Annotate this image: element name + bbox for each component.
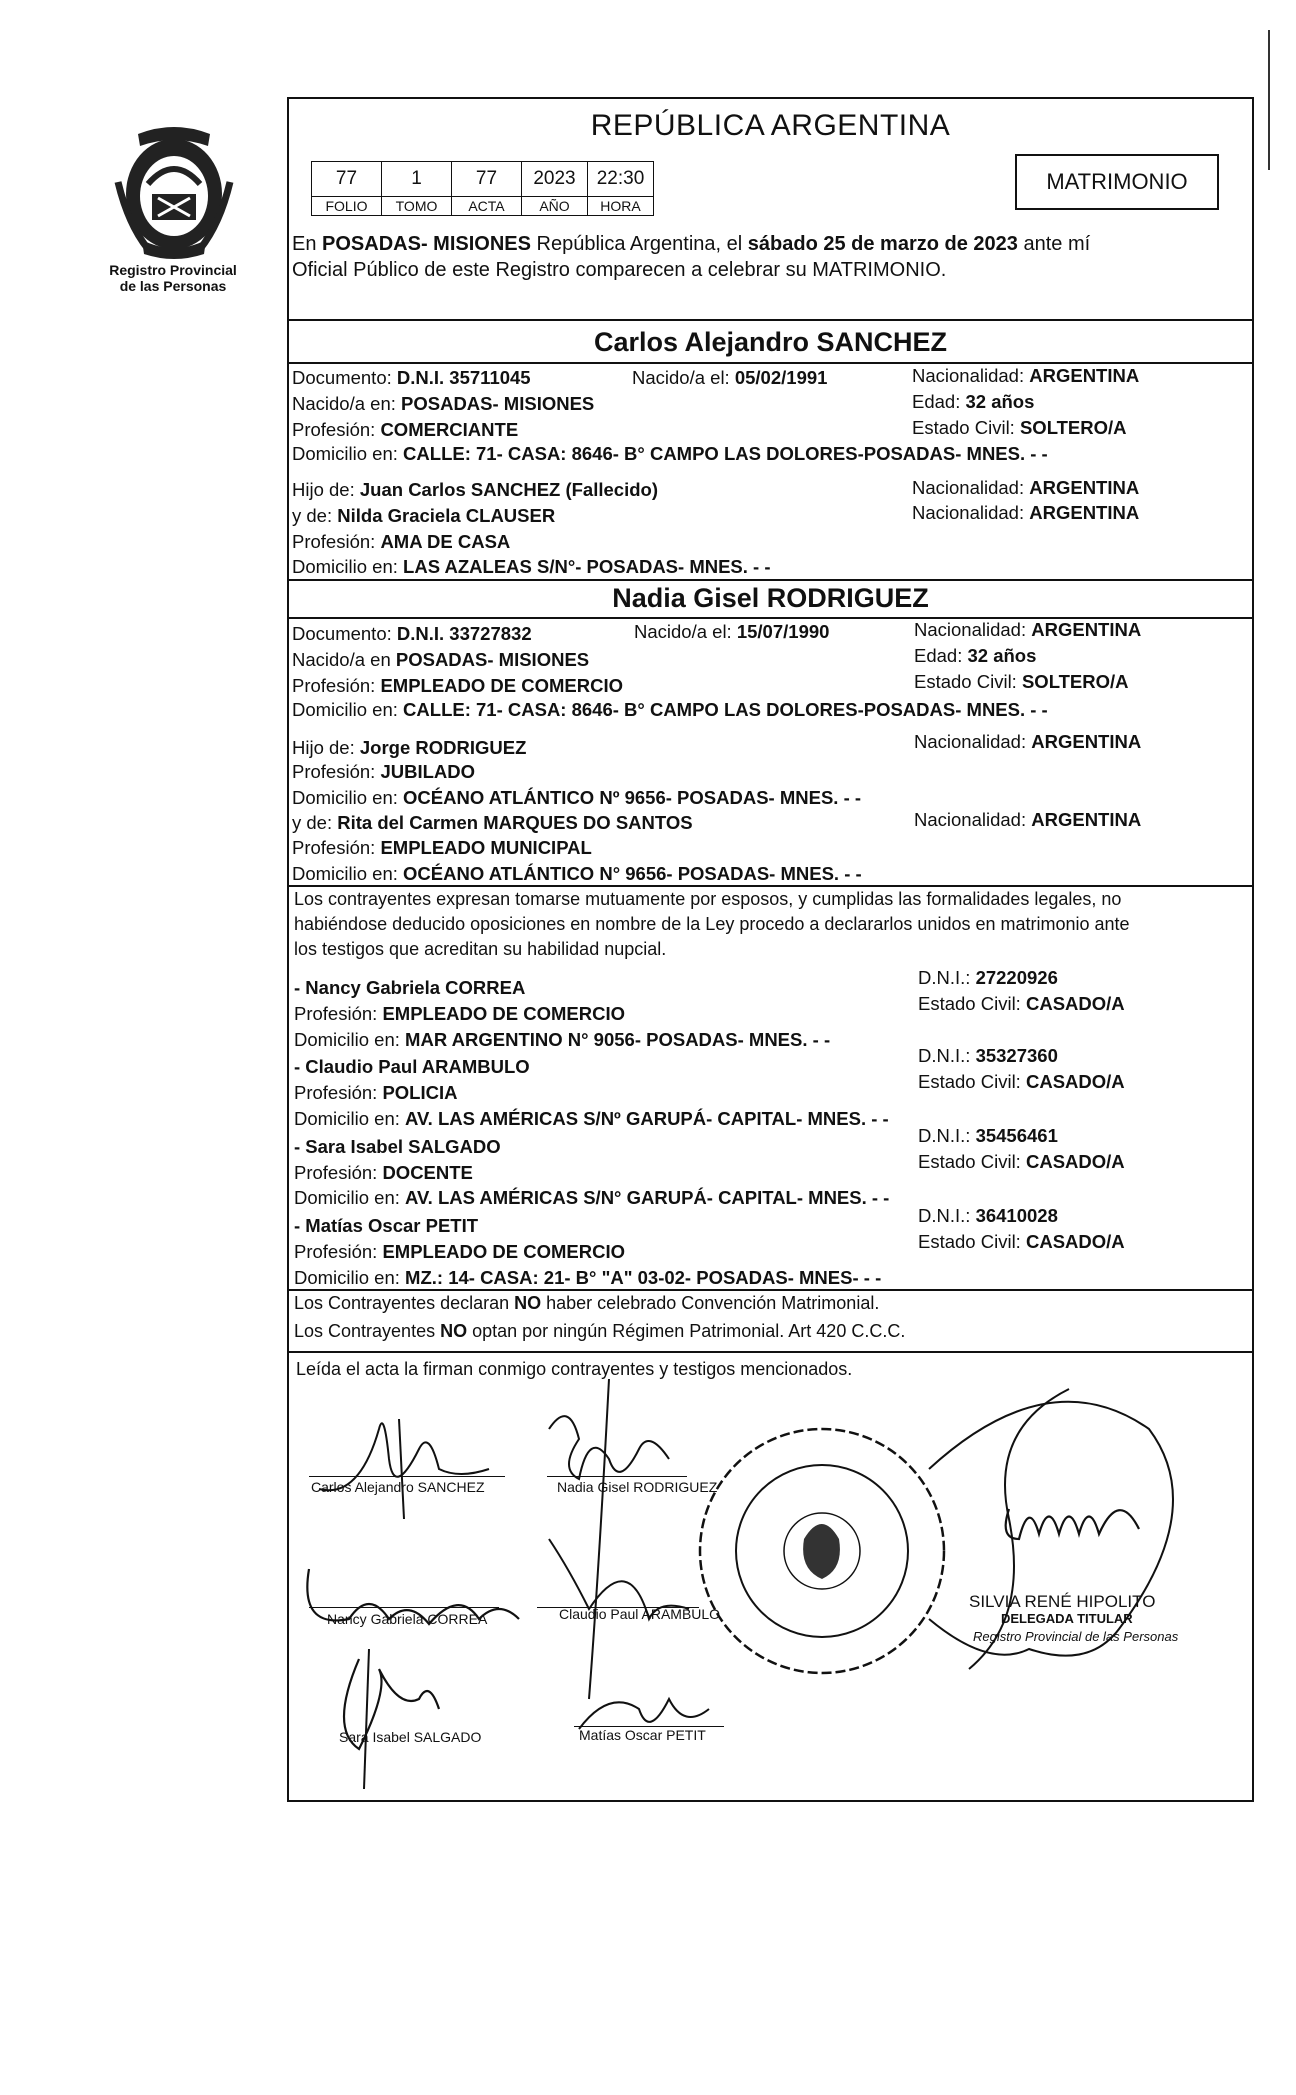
signature-caption-nadia: Nadia Gisel RODRIGUEZ [557, 1479, 718, 1495]
spouse1-documento: Documento: D.N.I. 35711045 [292, 367, 531, 388]
witness3-name: - Sara Isabel SALGADO [294, 1136, 501, 1157]
spouse2-civil-status: Estado Civil: SOLTERO/A [914, 671, 1129, 692]
anio-value: 2023 [522, 162, 588, 197]
convention-line-1: Los Contrayentes declaran NO haber celebrado Convención Matrimonial. [294, 1293, 880, 1313]
spouse2-mother-profession: Profesión: EMPLEADO MUNICIPAL [292, 837, 592, 858]
spouse2-father-nationality: Nacionalidad: ARGENTINA [914, 731, 1142, 752]
spouse1-age: Edad: 32 años [912, 391, 1035, 412]
spouse2-father: Hijo de: Jorge RODRIGUEZ [292, 737, 527, 758]
witness3-dni: D.N.I.: 35456461 [918, 1125, 1058, 1146]
spouse1-name: Carlos Alejandro SANCHEZ [593, 327, 948, 357]
spouse2-age: Edad: 32 años [914, 645, 1037, 666]
spouse2-mother-nationality: Nacionalidad: ARGENTINA [914, 809, 1142, 830]
folio-value: 77 [312, 162, 382, 197]
spouse2-father-profession: Profesión: JUBILADO [292, 761, 475, 782]
witness2-civil-status: Estado Civil: CASADO/A [918, 1071, 1125, 1092]
witness1-name: - Nancy Gabriela CORREA [294, 977, 526, 998]
tomo-value: 1 [382, 162, 452, 197]
spouse1-mother-address: Domicilio en: LAS AZALEAS S/N°- POSADAS- MNES. - - [292, 556, 771, 577]
folio-label: FOLIO [312, 197, 382, 216]
witness2-dni: D.N.I.: 35327360 [918, 1045, 1058, 1066]
witness1-profession: Profesión: EMPLEADO DE COMERCIO [294, 1003, 626, 1024]
officer-organization: Registro Provincial de las Personas [973, 1629, 1179, 1644]
signature-caption-sara: Sara Isabel SALGADO [339, 1729, 482, 1745]
officer-name: SILVIA RENÉ HIPOLITO [969, 1592, 1156, 1611]
spouse2-mother-address: Domicilio en: OCÉANO ATLÁNTICO N° 9656- POSADAS- MNES. - - [292, 863, 862, 884]
witness4-name: - Matías Oscar PETIT [294, 1215, 479, 1236]
spouse1-mother: y de: Nilda Graciela CLAUSER [292, 505, 556, 526]
witness1-dni: D.N.I.: 27220926 [918, 967, 1058, 988]
declaration-line-1: Los contrayentes expresan tomarse mutuamente por esposos, y cumplidas las formalidades legales, no [294, 889, 1122, 909]
spouse1-father-nationality: Nacionalidad: ARGENTINA [912, 477, 1140, 498]
signature-caption-nancy: Nancy Gabriela CORREA [327, 1611, 488, 1627]
signature-nadia [549, 1416, 669, 1479]
spouse1-mother-profession: Profesión: AMA DE CASA [292, 531, 511, 552]
witness4-dni: D.N.I.: 36410028 [918, 1205, 1058, 1226]
acta-value: 77 [452, 162, 522, 197]
signature-caption-matias: Matías Oscar PETIT [579, 1727, 706, 1743]
certificate-type-box: MATRIMONIO [1015, 154, 1219, 210]
registry-table [311, 161, 654, 216]
witness1-civil-status: Estado Civil: CASADO/A [918, 993, 1125, 1014]
witness2-name: - Claudio Paul ARAMBULO [294, 1056, 530, 1077]
signature-officer [1006, 1509, 1139, 1539]
page-title: REPÚBLICA ARGENTINA [590, 109, 951, 142]
provincial-seal-icon [108, 124, 240, 262]
spouse2-birthplace: Nacido/a en POSADAS- MISIONES [292, 649, 590, 670]
anio-label: AÑO [522, 197, 588, 216]
official-round-stamp-icon [700, 1429, 944, 1673]
spouse1-address: Domicilio en: CALLE: 71- CASA: 8646- B° CAMPO LAS DOLORES-POSADAS- MNES. - - [292, 443, 1048, 464]
tomo-label: TOMO [382, 197, 452, 216]
intro-line-2: Oficial Público de este Registro comparecen a celebrar su MATRIMONIO. [292, 259, 947, 281]
officer-title: DELEGADA TITULAR [1001, 1611, 1133, 1626]
witness3-civil-status: Estado Civil: CASADO/A [918, 1151, 1125, 1172]
declaration-line-2: habiéndose deducido oposiciones en nombre de la Ley procedo a declararlos unidos en matrimonio ante [294, 914, 1130, 934]
witness4-civil-status: Estado Civil: CASADO/A [918, 1231, 1125, 1252]
witness2-profession: Profesión: POLICIA [294, 1082, 458, 1103]
spouse1-birthplace: Nacido/a en: POSADAS- MISIONES [292, 393, 595, 414]
closing-line: Leída el acta la firman conmigo contrayentes y testigos mencionados. [296, 1359, 853, 1379]
spouse2-address: Domicilio en: CALLE: 71- CASA: 8646- B° CAMPO LAS DOLORES-POSADAS- MNES. - - [292, 699, 1048, 720]
spouse2-nationality: Nacionalidad: ARGENTINA [914, 619, 1142, 640]
spouse1-father: Hijo de: Juan Carlos SANCHEZ (Fallecido) [292, 479, 658, 500]
witness1-address: Domicilio en: MAR ARGENTINO N° 9056- POSADAS- MNES. - - [294, 1029, 831, 1050]
signature-caption-carlos: Carlos Alejandro SANCHEZ [311, 1479, 485, 1495]
spouse2-birthdate: Nacido/a el: 15/07/1990 [634, 621, 830, 642]
witness4-address: Domicilio en: MZ.: 14- CASA: 21- B° "A" 03-02- POSADAS- MNES- - - [294, 1267, 882, 1288]
hora-label: HORA [588, 197, 654, 216]
witness3-address: Domicilio en: AV. LAS AMÉRICAS S/N° GARUPÁ- CAPITAL- MNES. - - [294, 1187, 890, 1208]
spouse1-nationality: Nacionalidad: ARGENTINA [912, 365, 1140, 386]
hora-value: 22:30 [588, 162, 654, 197]
spouse2-name: Nadia Gisel RODRIGUEZ [612, 583, 929, 613]
spouse2-documento: Documento: D.N.I. 33727832 [292, 623, 532, 644]
witness2-address: Domicilio en: AV. LAS AMÉRICAS S/Nº GARUPÁ- CAPITAL- MNES. - - [294, 1108, 889, 1129]
spouse2-father-address: Domicilio en: OCÉANO ATLÁNTICO Nº 9656- POSADAS- MNES. - - [292, 787, 862, 808]
spouse1-profession: Profesión: COMERCIANTE [292, 419, 519, 440]
marriage-certificate [287, 97, 1254, 1802]
intro-line-1: En POSADAS- MISIONES República Argentina, el sábado 25 de marzo de 2023 ante mí [292, 233, 1091, 255]
spouse1-mother-nationality: Nacionalidad: ARGENTINA [912, 502, 1140, 523]
convention-line-2: Los Contrayentes NO optan por ningún Régimen Patrimonial. Art 420 C.C.C. [294, 1321, 906, 1341]
scan-edge-mark [1268, 30, 1270, 170]
witness4-profession: Profesión: EMPLEADO DE COMERCIO [294, 1241, 626, 1262]
registry-caption: Registro Provincial de las Personas [109, 262, 237, 294]
signature-caption-claudio: Claudio Paul ARAMBULO [559, 1606, 721, 1622]
signature-matias [579, 1699, 709, 1729]
witness3-profession: Profesión: DOCENTE [294, 1162, 473, 1183]
declaration-line-3: los testigos que acreditan su habilidad nupcial. [294, 939, 667, 959]
spouse2-profession: Profesión: EMPLEADO DE COMERCIO [292, 675, 624, 696]
spouse1-birthdate: Nacido/a el: 05/02/1991 [632, 367, 828, 388]
acta-label: ACTA [452, 197, 522, 216]
spouse2-mother: y de: Rita del Carmen MARQUES DO SANTOS [292, 812, 693, 833]
spouse1-civil-status: Estado Civil: SOLTERO/A [912, 417, 1127, 438]
